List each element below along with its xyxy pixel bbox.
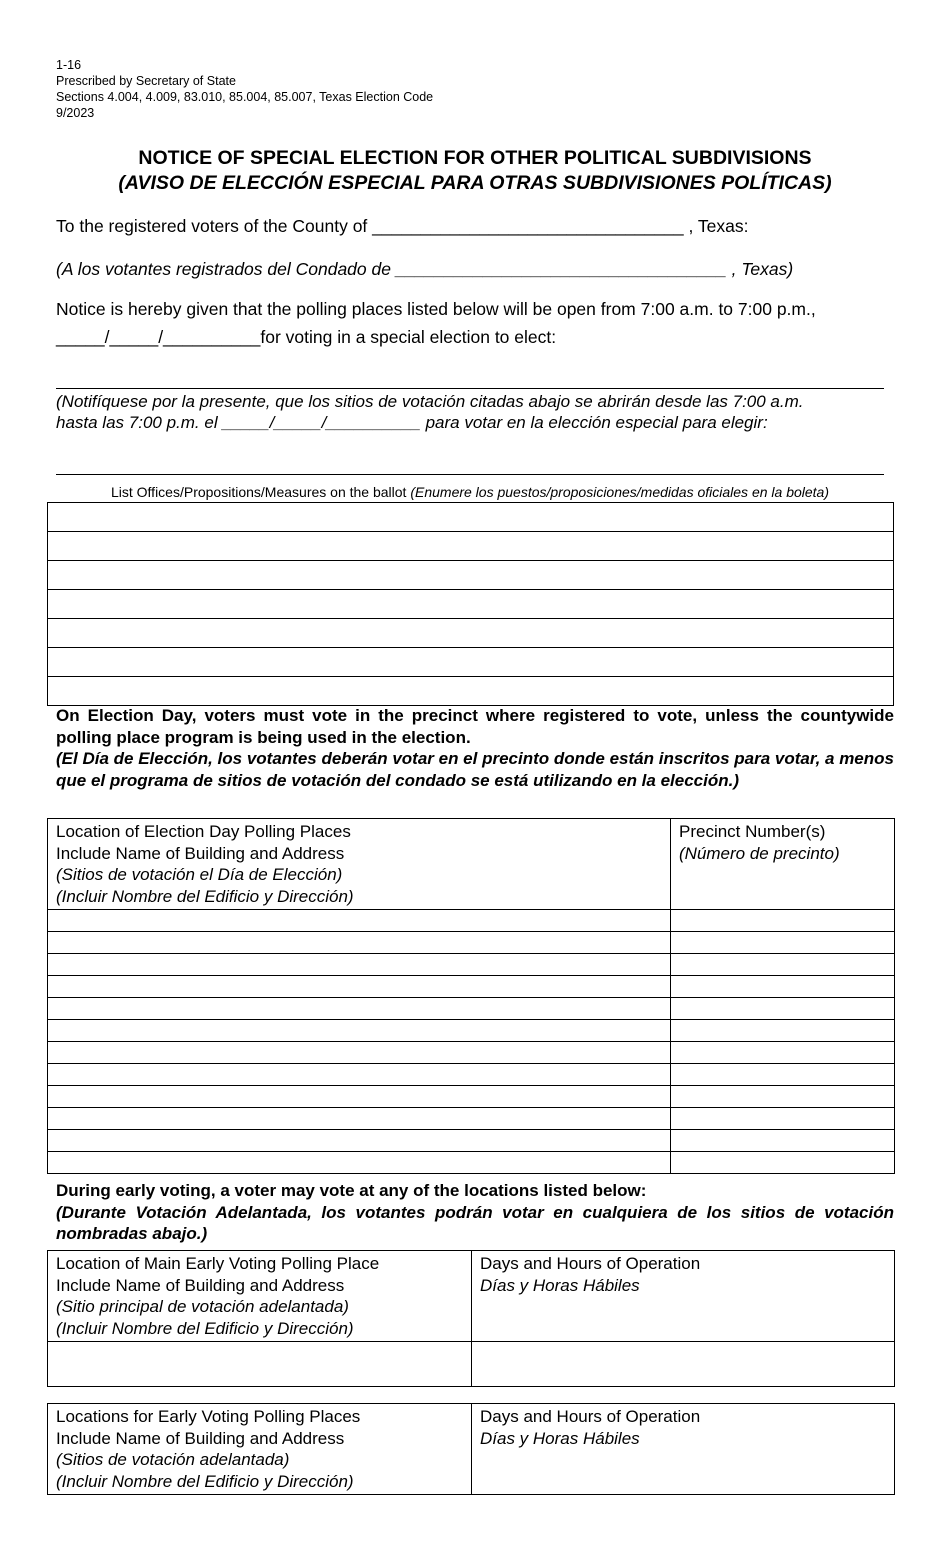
main-location-column-header: Location of Main Early Voting Polling Place Include Name of Building and Address (Sitio principal de votación adelantada) (Incluir Nombre del Edificio y Dirección) bbox=[48, 1251, 472, 1342]
location-column-header: Location of Election Day Polling Places Include Name of Building and Address (Sitios de votación el Día de Elección) (Incluir Nombre del Edificio y Dirección) bbox=[48, 819, 671, 910]
page-title-spanish: (AVISO DE ELECCIÓN ESPECIAL PARA OTRAS SUBDIVISIONES POLÍTICAS) bbox=[118, 172, 832, 194]
locations-column-header: Locations for Early Voting Polling Places Include Name of Building and Address (Sitios de votación adelantada) (Incluir Nombre del Edificio y Dirección) bbox=[48, 1404, 472, 1495]
locations-hours-column-header: Days and Hours of Operation Días y Horas Hábiles bbox=[472, 1404, 895, 1495]
table-row bbox=[48, 910, 895, 932]
precinct-cell[interactable] bbox=[671, 1152, 895, 1174]
location-cell[interactable] bbox=[48, 954, 671, 976]
ballot-entry-cell[interactable] bbox=[48, 532, 894, 561]
ballot-entry-cell[interactable] bbox=[48, 677, 894, 706]
ballot-entry-cell[interactable] bbox=[48, 619, 894, 648]
location-cell[interactable] bbox=[48, 998, 671, 1020]
notice-spanish-line-1: (Notifíquese por la presente, que los sitios de votación citadas abajo se abrirán desde las 7:00 a.m. bbox=[56, 392, 804, 411]
page-title: NOTICE OF SPECIAL ELECTION FOR OTHER POLITICAL SUBDIVISIONS bbox=[138, 147, 812, 169]
table-header-row bbox=[48, 1404, 895, 1495]
table-row bbox=[48, 932, 895, 954]
early-voting-locations-table bbox=[47, 1403, 895, 1495]
location-cell[interactable] bbox=[48, 1042, 671, 1064]
location-cell[interactable] bbox=[48, 1108, 671, 1130]
location-cell[interactable] bbox=[48, 1130, 671, 1152]
main-hours-column-header: Days and Hours of Operation Días y Horas Hábiles bbox=[472, 1251, 895, 1342]
precinct-cell[interactable] bbox=[671, 998, 895, 1020]
precinct-cell[interactable] bbox=[671, 1108, 895, 1130]
form-metadata bbox=[56, 57, 433, 121]
precinct-cell[interactable] bbox=[671, 1130, 895, 1152]
early-voting-notice: During early voting, a voter may vote at any of the locations listed below: (Durante Votación Adelantada, los votantes podrán votar en cualquiera de los sitios de votación nombradas abajo.) bbox=[56, 1181, 894, 1243]
table-row bbox=[48, 677, 894, 706]
table-row bbox=[48, 532, 894, 561]
election-day-polling-table bbox=[47, 818, 895, 1174]
election-day-notice: On Election Day, voters must vote in the precinct where registered to vote, unless the countywide polling place program is being used in the election. (El Día de Elección, los votantes deberán votar en el precinto donde están inscritos para votar, a menos que el programa de sitios de votación del condado se está utilizando en la elección.) bbox=[56, 706, 894, 790]
elect-blank-line[interactable] bbox=[56, 388, 884, 389]
table-row bbox=[48, 998, 895, 1020]
ballot-offices-table bbox=[47, 502, 894, 706]
precinct-cell[interactable] bbox=[671, 976, 895, 998]
precinct-cell[interactable] bbox=[671, 1064, 895, 1086]
county-line[interactable]: To the registered voters of the County of ________________________________ , Texas: bbox=[56, 216, 749, 236]
precinct-cell[interactable] bbox=[671, 932, 895, 954]
elegir-blank-line[interactable] bbox=[56, 474, 884, 475]
election-date-line[interactable]: _____/_____/__________for voting in a special election to elect: bbox=[56, 327, 557, 347]
table-row bbox=[48, 1130, 895, 1152]
code-sections: Sections 4.004, 4.009, 83.010, 85.004, 85.007, Texas Election Code bbox=[56, 90, 434, 104]
precinct-cell[interactable] bbox=[671, 910, 895, 932]
location-cell[interactable] bbox=[48, 976, 671, 998]
main-location-cell[interactable] bbox=[48, 1342, 472, 1387]
table-row bbox=[48, 503, 894, 532]
precinct-cell[interactable] bbox=[671, 1020, 895, 1042]
notice-line-1: Notice is hereby given that the polling places listed below will be open from 7:00 a.m. to 7:00 p.m., bbox=[56, 299, 816, 319]
table-row bbox=[48, 561, 894, 590]
table-row bbox=[48, 1342, 895, 1387]
ballot-entry-cell[interactable] bbox=[48, 590, 894, 619]
table-row bbox=[48, 1086, 895, 1108]
table-row bbox=[48, 1042, 895, 1064]
table-row bbox=[48, 648, 894, 677]
table-row bbox=[48, 954, 895, 976]
location-cell[interactable] bbox=[48, 910, 671, 932]
table-row bbox=[48, 1064, 895, 1086]
table-row bbox=[48, 1152, 895, 1174]
precinct-cell[interactable] bbox=[671, 1086, 895, 1108]
location-cell[interactable] bbox=[48, 1152, 671, 1174]
precinct-cell[interactable] bbox=[671, 954, 895, 976]
ballot-entry-cell[interactable] bbox=[48, 561, 894, 590]
prescribed-by: Prescribed by Secretary of State bbox=[56, 74, 236, 88]
form-number: 1-16 bbox=[56, 58, 82, 72]
table-row bbox=[48, 1108, 895, 1130]
table-header-row bbox=[48, 819, 895, 910]
table-row bbox=[48, 1020, 895, 1042]
table-row bbox=[48, 976, 895, 998]
location-cell[interactable] bbox=[48, 1020, 671, 1042]
location-cell[interactable] bbox=[48, 932, 671, 954]
main-hours-cell[interactable] bbox=[472, 1342, 895, 1387]
table-row bbox=[48, 619, 894, 648]
location-cell[interactable] bbox=[48, 1064, 671, 1086]
precinct-cell[interactable] bbox=[671, 1042, 895, 1064]
county-line-spanish[interactable]: (A los votantes registrados del Condado de __________________________________ , Texas) bbox=[56, 259, 794, 279]
table-row bbox=[48, 590, 894, 619]
ballot-entry-cell[interactable] bbox=[48, 503, 894, 532]
form-date: 9/2023 bbox=[56, 106, 95, 120]
ballot-caption: List Offices/Propositions/Measures on the ballot (Enumere los puestos/proposiciones/medidas oficiales en la boleta) bbox=[110, 484, 830, 500]
table-header-row bbox=[48, 1251, 895, 1342]
main-early-voting-table bbox=[47, 1250, 895, 1387]
ballot-entry-cell[interactable] bbox=[48, 648, 894, 677]
location-cell[interactable] bbox=[48, 1086, 671, 1108]
notice-spanish-line-2[interactable]: hasta las 7:00 p.m. el _____/_____/__________ para votar en la elección especial para elegir: bbox=[56, 413, 768, 432]
precinct-column-header: Precinct Number(s) (Número de precinto) bbox=[671, 819, 895, 910]
